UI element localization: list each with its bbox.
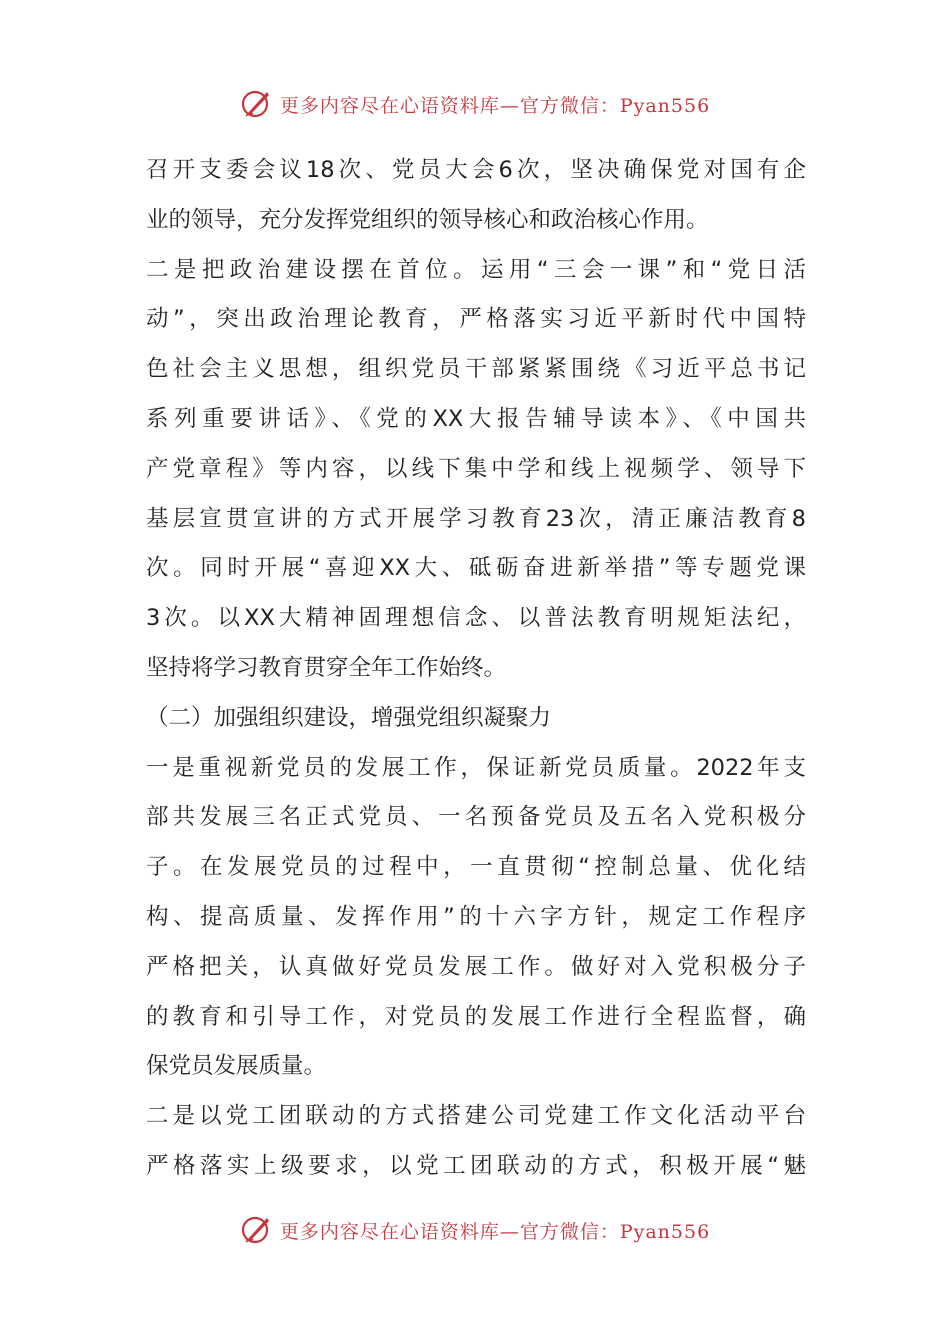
- text-line: 的教育和引导工作，对党员的发展工作进行全程监督，确: [146, 1003, 806, 1030]
- quill-pen-logo-icon: [240, 87, 274, 121]
- text-line: 产党章程》等内容，以线下集中学和线上视频学、领导下: [146, 455, 806, 482]
- text-line: 严格落实上级要求，以党工团联动的方式，积极开展“魅: [146, 1152, 806, 1179]
- document-body: [146, 146, 806, 1192]
- section-heading: （二）加强组织建设，增强党组织凝聚力: [146, 704, 552, 731]
- text-line: 系列重要讲话》、《党的XX大报告辅导读本》、《中国共: [146, 405, 806, 432]
- text-line: 次。同时开展“喜迎XX大、砥砺奋进新举措”等专题党课: [146, 555, 806, 582]
- text-line: 业的领导，充分发挥党组织的领导核心和政治核心作用。: [146, 206, 709, 233]
- text-line: 严格把关，认真做好党员发展工作。做好对入党积极分子: [146, 953, 806, 980]
- text-line: 基层宣贯宣讲的方式开展学习教育23次，清正廉洁教育8: [146, 505, 806, 532]
- text-line: 构、提高质量、发挥作用”的十六字方针，规定工作程序: [146, 903, 806, 930]
- text-line: 3次。以XX大精神固理想信念、以普法教育明规矩法纪，: [146, 605, 806, 632]
- text-line: 一是重视新党员的发展工作，保证新党员质量。2022年支: [146, 754, 806, 781]
- text-line: 坚持将学习教育贯穿全年工作始终。: [146, 654, 507, 681]
- header-watermark: [0, 84, 950, 124]
- footer-watermark: [0, 1210, 950, 1250]
- text-line: 动”，突出政治理论教育，严格落实习近平新时代中国特: [146, 306, 806, 333]
- text-line: 子。在发展党员的过程中，一直贯彻“控制总量、优化结: [146, 854, 806, 881]
- text-line: 保党员发展质量。: [146, 1053, 327, 1080]
- text-line: 色社会主义思想，组织党员干部紧紧围绕《习近平总书记: [146, 356, 806, 383]
- footer-watermark-text: 更多内容尽在心语资料库—官方微信：Pyan556: [279, 1220, 711, 1243]
- quill-pen-logo-icon: [240, 1213, 274, 1247]
- text-line: 二是把政治建设摆在首位。运用“三会一课”和“党日活: [146, 256, 806, 283]
- text-line: 召开支委会议18次、党员大会6次，坚决确保党对国有企: [146, 157, 806, 183]
- text-line: 二是以党工团联动的方式搭建公司党建工作文化活动平台: [146, 1103, 806, 1130]
- text-line: 部共发展三名正式党员、一名预备党员及五名入党积极分: [146, 804, 806, 831]
- header-watermark-text: 更多内容尽在心语资料库—官方微信：Pyan556: [279, 94, 711, 117]
